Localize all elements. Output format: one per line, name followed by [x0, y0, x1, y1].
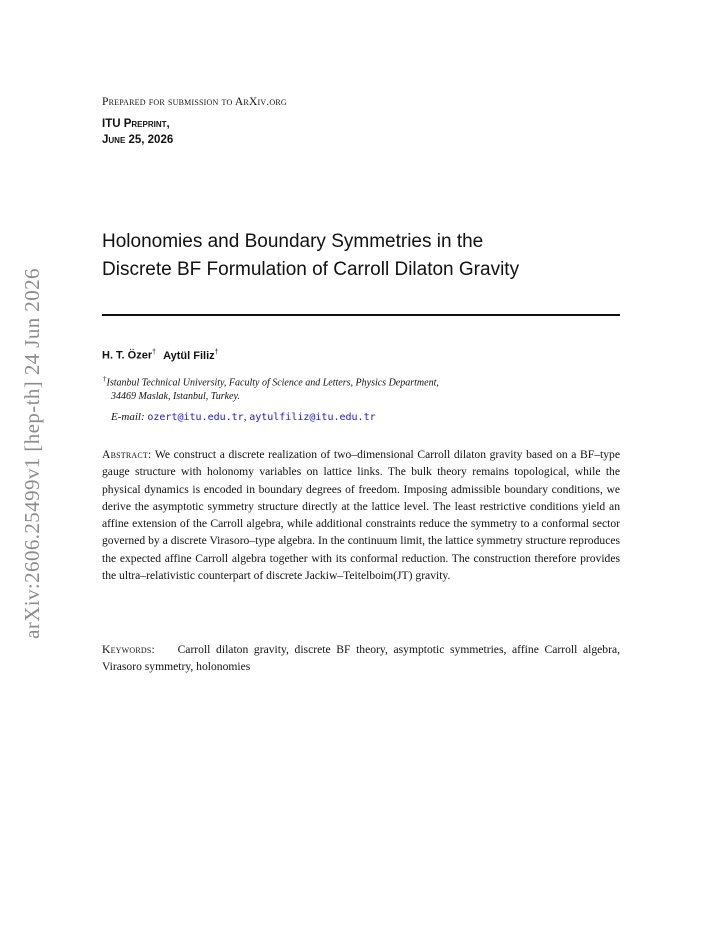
email-link-filiz[interactable]: aytulfiliz@itu.edu.tr [249, 412, 376, 423]
preprint-label: ITU Preprint, [102, 118, 170, 130]
email-label: E-mail: [111, 411, 145, 423]
author-affil-mark: † [214, 349, 219, 356]
arxiv-identifier: arXiv:2606.25499v1 [hep-th] 24 Jun 2026 [19, 267, 44, 639]
paper-title [102, 228, 632, 284]
preprint-date: June 25, 2026 [102, 134, 174, 146]
abstract-label: Abstract: [102, 448, 152, 461]
title-line-1: Holonomies and Boundary Symmetries in the [102, 231, 484, 252]
author-name: H. T. Özer [102, 349, 153, 362]
author-list [102, 349, 219, 362]
title-line-2: Discrete BF Formulation of Carroll Dilaton Gravity [102, 259, 520, 280]
keywords [102, 641, 620, 676]
preprint-block [102, 116, 173, 148]
keywords-text: Carroll dilaton gravity, discrete BF theory, asymptotic symmetries, affine Carroll algebra, Virasoro symmetry, holonomies [102, 643, 620, 674]
affiliation-line-1: Istanbul Technical University, Faculty of Science and Letters, Physics Department, [106, 377, 439, 389]
abstract-text: We construct a discrete realization of two–dimensional Carroll dilaton gravity based on a BF–type gauge structure with holonomy variables on lattice links. The bulk theory remains topological, while the physical dynamics is encoded in boundary degrees of freedom. Imposing admissible boundary conditions, we derive the asymptotic symmetry structure directly at the lattice level. The least restrictive conditions yield an affine extension of the Carroll algebra, while additional constraints reduce the symmetry to a conformal sector governed by a discrete Virasoro–type algebra. In the continuum limit, the lattice symmetry structure reproduces the expected affine Carroll algebra together with its conformal reduction. The construction therefore provides the ultra–relativistic counterpart of discrete Jackiw–Teitelboim(JT) gravity. [102, 448, 620, 583]
email-link-ozer[interactable]: ozert@itu.edu.tr [147, 412, 244, 423]
author-affil-mark: † [152, 349, 157, 356]
arxiv-side-stamp [14, 260, 50, 646]
abstract [102, 446, 620, 584]
affiliation [103, 372, 618, 404]
email-line [111, 411, 376, 423]
author-name: Aytül Filiz [163, 349, 215, 362]
title-divider [102, 314, 620, 316]
keywords-label: Keywords: [102, 643, 155, 656]
email-separator: , [243, 411, 250, 423]
prepared-for-submission: Prepared for submission to ArXiv.org [102, 96, 287, 108]
affiliation-line-2: 34469 Maslak, Istanbul, Turkey. [111, 391, 240, 403]
affiliation-mark: † [103, 375, 107, 383]
